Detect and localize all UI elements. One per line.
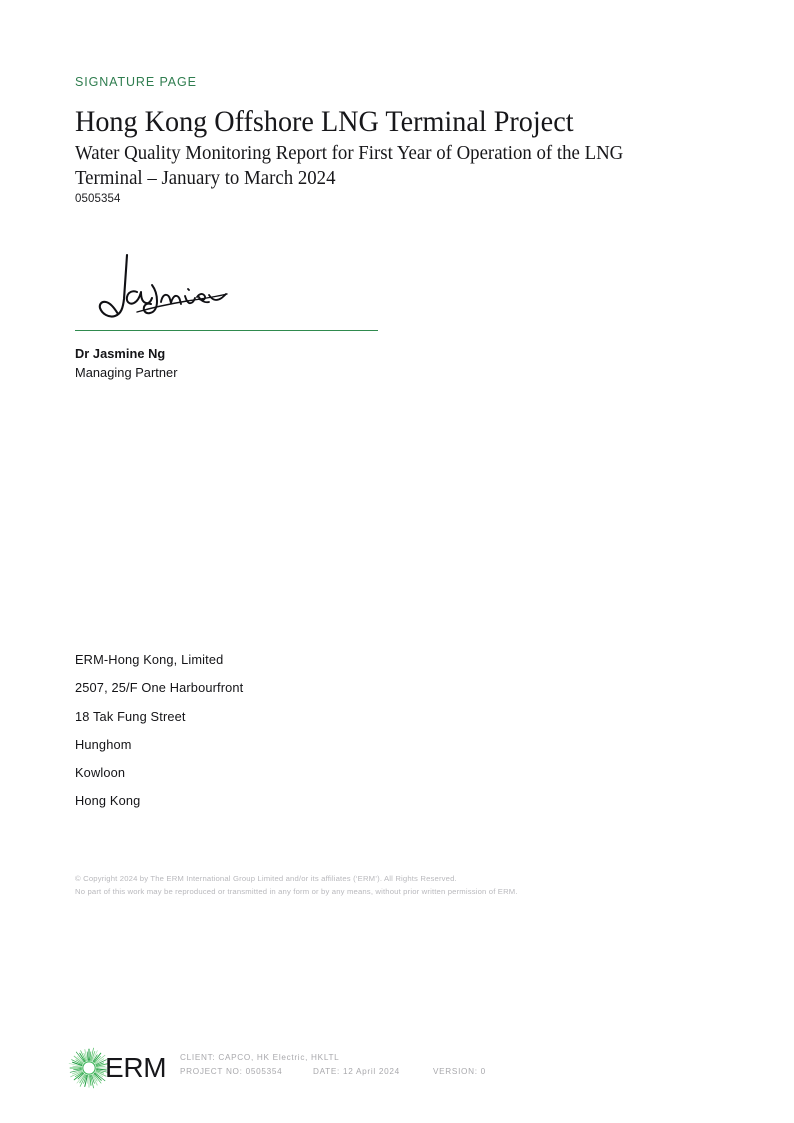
page-footer — [66, 1044, 626, 1094]
footer-date: DATE: 12 April 2024 — [312, 1066, 400, 1076]
section-label: SIGNATURE PAGE — [75, 75, 197, 89]
address-line: 2507, 25/F One Harbourfront — [75, 680, 244, 696]
footer-metadata — [180, 1051, 620, 1078]
page-subtitle: Water Quality Monitoring Report for First Year of Operation of the LNG Terminal – January to March 2024 — [75, 143, 624, 189]
copyright-line: No part of this work may be reproduced or transmitted in any form or by any means, without prior written permission of ERM. — [75, 886, 518, 896]
signer-name: Dr Jasmine Ng — [75, 346, 166, 361]
title-block — [75, 105, 715, 205]
footer-version: VERSION: 0 — [432, 1066, 486, 1076]
footer-project-no: PROJECT NO: 0505354 — [180, 1066, 283, 1076]
footer-client: CLIENT: CAPCO, HK Electric, HKLTL — [180, 1053, 340, 1062]
erm-logo — [66, 1044, 180, 1092]
page-title: Hong Kong Offshore LNG Terminal Project — [75, 106, 574, 138]
document-reference-number: 0505354 — [75, 193, 121, 205]
signer-block — [75, 344, 395, 383]
signature-rule-divider — [75, 330, 378, 331]
copyright-notice — [75, 873, 735, 898]
company-address-block — [75, 646, 475, 816]
address-line: Kowloon — [75, 765, 126, 781]
signature-area — [75, 252, 385, 330]
address-line: ERM-Hong Kong, Limited — [75, 652, 224, 667]
address-line: 18 Tak Fung Street — [75, 708, 186, 724]
footer-project-row — [180, 1065, 620, 1079]
footer-client-row — [180, 1051, 620, 1065]
address-line: Hong Kong — [75, 793, 141, 809]
copyright-line: © Copyright 2024 by The ERM International Group Limited and/or its affiliates (‘ERM’). All Rights Reserved. — [75, 874, 457, 883]
handwritten-signature-icon — [89, 252, 239, 324]
address-line: Hunghom — [75, 736, 132, 752]
signer-title: Managing Partner — [75, 365, 178, 380]
erm-wordmark: ERM — [105, 1052, 167, 1083]
